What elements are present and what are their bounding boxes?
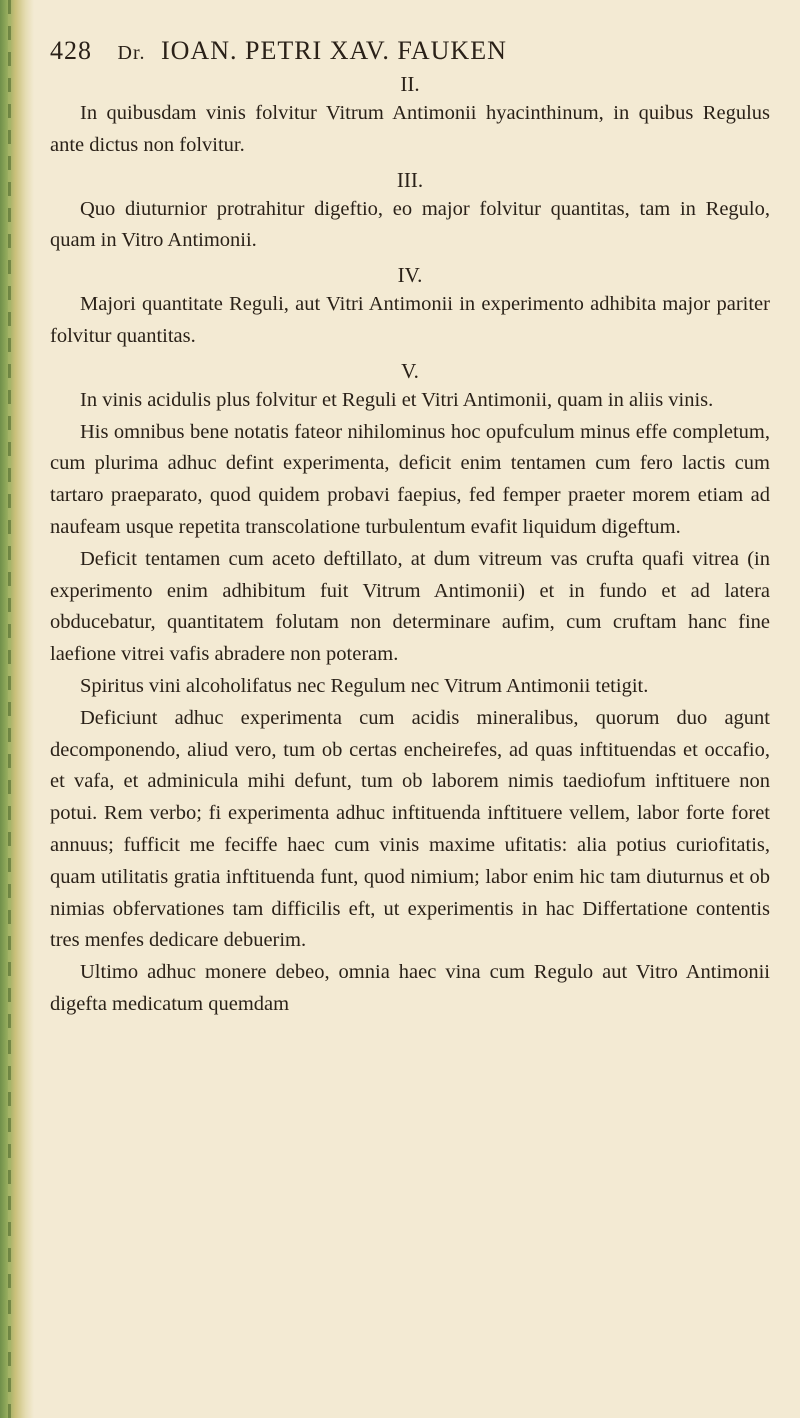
section-numeral: V. xyxy=(401,358,419,383)
section-5 xyxy=(50,357,770,1021)
book-binding-edge xyxy=(0,0,34,1418)
paragraph: Deficit tentamen cum aceto deftillato, at dum vitreum vas crufta quafi vitrea (in experimento enim adhibitum fuit Vitrum Antimonii) et in fundo et ad latera obducebatur, quantitatem folutam non determinare aufim, cum cruftam hanc fine laefione vitrei vafis abradere non poteram. xyxy=(50,547,770,666)
paragraph: Majori quantitate Reguli, aut Vitri Antimonii in experimento adhibita major pariter folvitur quantitas. xyxy=(50,293,770,347)
page-number: 428 xyxy=(50,36,92,65)
paragraph: In vinis acidulis plus folvitur et Reguli et Vitri Antimonii, quam in aliis vinis. xyxy=(80,388,714,411)
section-4 xyxy=(50,261,770,353)
paragraph: His omnibus bene notatis fateor nihilominus hoc opufculum minus effe completum, cum plurima adhuc defint experimenta, deficit enim tentamen cum fero lactis cum tartaro praeparato, quod quidem probavi faepius, fed femper praeter morem etiam ad naufeam usque repetita transcolatione turbulentum evafit liquidum digeftum. xyxy=(50,420,770,538)
section-3 xyxy=(50,166,770,258)
section-2 xyxy=(50,70,770,162)
paragraph: Quo diuturnior protrahitur digeftio, eo major folvitur quantitas, tam in Regulo, quam in Vitro Antimonii. xyxy=(50,197,770,252)
paragraph: Ultimo adhuc monere debeo, omnia haec vina cum Regulo aut Vitro Antimonii digefta medicatum quemdam xyxy=(50,961,770,1015)
section-numeral: IV. xyxy=(397,263,423,288)
paragraph: Deficiunt adhuc experimenta cum acidis mineralibus, quorum duo agunt decomponendo, aliud vero, tum ob certas encheirefes, ad quas inftituendas et occafio, et vafa, et adminicula mihi defunt, tum ob laborem nimis taediofum inftituere non potui. Rem verbo; fi experimenta adhuc inftituenda inftituere vellem, labor forte foret annuus; fufficit me feciffe haec cum vinis maxime ufitatis: alia potius curiofitatis, quam utilitatis gratia inftituenda funt, quod nimium; labor enim hic tam diuturnus et ob nimias obfervationes tam difficilis eft, ut experimentis in hac Differtatione contentis tres menfes dedicare debuerim. xyxy=(50,706,770,952)
author-name: IOAN. PETRI XAV. FAUKEN xyxy=(161,36,507,65)
running-header xyxy=(50,36,770,66)
author-prefix: Dr. xyxy=(117,42,146,64)
section-numeral: III. xyxy=(396,167,424,192)
book-page xyxy=(50,36,770,1021)
paragraph: In quibusdam vinis folvitur Vitrum Antimonii hyacinthinum, in quibus Regulus ante dictus non folvitur. xyxy=(50,102,770,156)
section-numeral: II. xyxy=(400,72,420,96)
paragraph: Spiritus vini alcoholifatus nec Regulum nec Vitrum Antimonii tetigit. xyxy=(80,674,649,697)
